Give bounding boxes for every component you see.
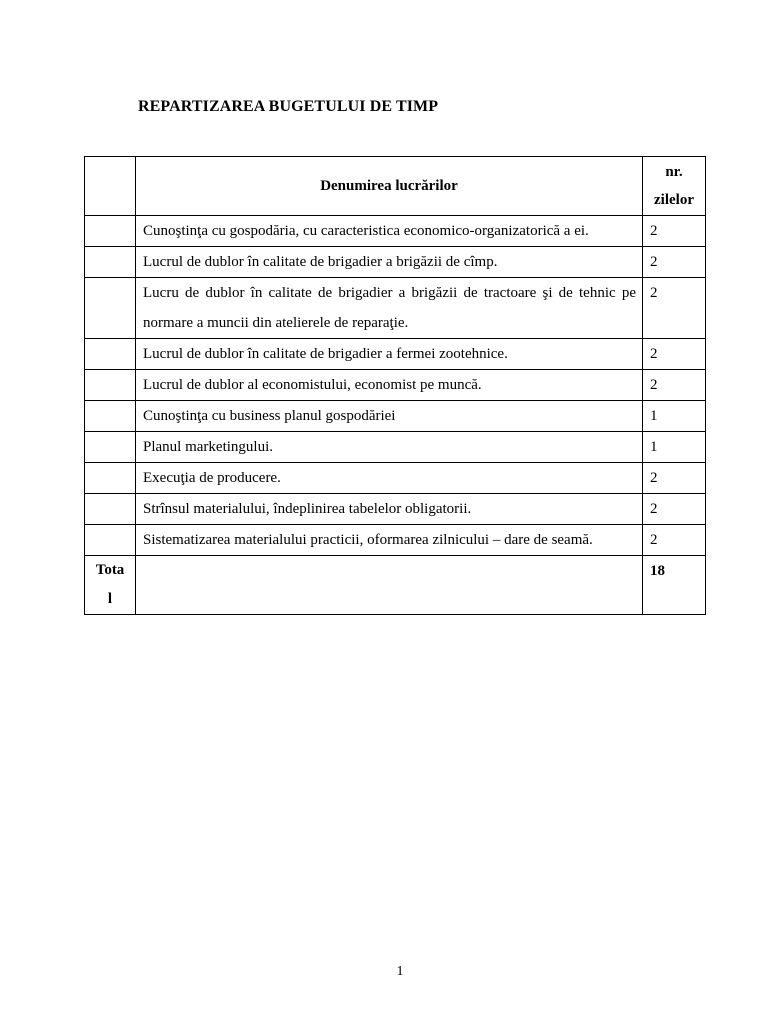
- table-row: [85, 494, 706, 525]
- time-budget-table: [84, 156, 706, 615]
- row-number-cell: [85, 216, 136, 247]
- row-number-cell: [85, 525, 136, 556]
- page-title: REPARTIZAREA BUGETULUI DE TIMP: [138, 98, 439, 115]
- work-name-cell: Lucrul de dublor în calitate de brigadier a brigăzii de cîmp.: [136, 247, 643, 278]
- total-value: 18: [643, 556, 706, 615]
- header-empty-cell: [85, 157, 136, 216]
- total-label-line1: Tota: [95, 562, 125, 578]
- table-row: [85, 525, 706, 556]
- days-cell: 2: [643, 494, 706, 525]
- header-days: [643, 157, 706, 216]
- days-cell: 1: [643, 401, 706, 432]
- days-cell: 2: [643, 463, 706, 494]
- days-cell: 2: [643, 525, 706, 556]
- table-row: [85, 278, 706, 339]
- days-cell: 2: [643, 216, 706, 247]
- header-days-line1: nr.: [665, 164, 683, 180]
- days-cell: 1: [643, 432, 706, 463]
- page-number: 1: [396, 964, 404, 979]
- row-number-cell: [85, 401, 136, 432]
- header-days-line2: zilelor: [654, 192, 694, 208]
- days-cell: 2: [643, 278, 706, 339]
- work-name-cell: Lucrul de dublor în calitate de brigadier a fermei zootehnice.: [136, 339, 643, 370]
- work-name-cell: Lucru de dublor în calitate de brigadier a brigăzii de tractoare şi de tehnic pe normare a muncii din atelierele de reparaţie.: [136, 278, 643, 339]
- table-row: [85, 247, 706, 278]
- total-row: [85, 556, 706, 615]
- work-name-cell: Strînsul materialului, îndeplinirea tabelelor obligatorii.: [136, 494, 643, 525]
- work-name-cell: Execuţia de producere.: [136, 463, 643, 494]
- work-name-cell: Cunoştinţa cu business planul gospodăriei: [136, 401, 643, 432]
- header-work-name: Denumirea lucrărilor: [136, 157, 643, 216]
- table-row: [85, 463, 706, 494]
- work-name-cell: Sistematizarea materialului practicii, oformarea zilnicului – dare de seamă.: [136, 525, 643, 556]
- table-row: [85, 339, 706, 370]
- days-cell: 2: [643, 370, 706, 401]
- work-name-cell: Cunoştinţa cu gospodăria, cu caracteristica economico-organizatorică a ei.: [136, 216, 643, 247]
- work-name-cell: Lucrul de dublor al economistului, economist pe muncă.: [136, 370, 643, 401]
- total-label-line2: l: [107, 591, 113, 607]
- total-label: [85, 556, 136, 615]
- days-cell: 2: [643, 339, 706, 370]
- total-empty-cell: [136, 556, 643, 615]
- table-row: [85, 401, 706, 432]
- row-number-cell: [85, 370, 136, 401]
- row-number-cell: [85, 339, 136, 370]
- row-number-cell: [85, 463, 136, 494]
- table-header-row: [85, 157, 706, 216]
- table-row: [85, 370, 706, 401]
- table-row: [85, 216, 706, 247]
- row-number-cell: [85, 247, 136, 278]
- days-cell: 2: [643, 247, 706, 278]
- row-number-cell: [85, 278, 136, 339]
- row-number-cell: [85, 432, 136, 463]
- work-name-cell: Planul marketingului.: [136, 432, 643, 463]
- row-number-cell: [85, 494, 136, 525]
- table-row: [85, 432, 706, 463]
